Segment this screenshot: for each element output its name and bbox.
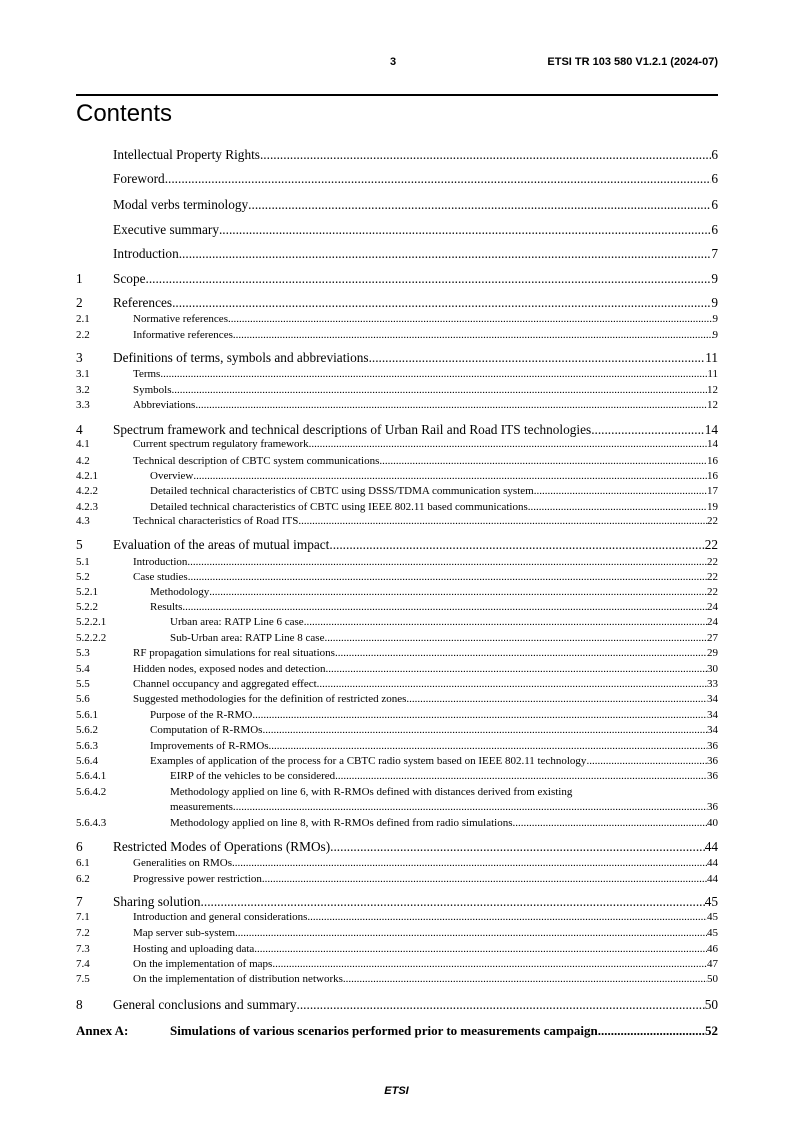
toc-entry-page: 33 — [707, 678, 718, 690]
toc-entry-title: General conclusions and summary — [113, 997, 297, 1012]
toc-entry[interactable] — [76, 616, 718, 628]
page-title: Contents — [76, 100, 173, 127]
dot-leader — [146, 271, 712, 287]
toc-entry-number: 3 — [76, 350, 83, 365]
footer-etsi: ETSI — [384, 1085, 409, 1097]
toc-entry[interactable] — [76, 586, 718, 598]
toc-entry-number: 5.6.3 — [76, 740, 98, 752]
dot-leader — [235, 927, 707, 939]
toc-entry[interactable] — [76, 958, 718, 970]
toc-entry-title: Hosting and uploading data — [133, 943, 255, 955]
toc-entry-page: 27 — [707, 632, 718, 644]
toc-entry-page: 22 — [707, 515, 718, 527]
toc-entry-title: Methodology applied on line 8, with R-RMOs defined from radio simulations. — [170, 817, 516, 829]
toc-entry-title: Hidden nodes, exposed nodes and detection — [133, 663, 326, 675]
toc-entry-title: Technical description of CBTC system communications — [133, 455, 380, 467]
dot-leader — [335, 770, 707, 782]
dot-leader — [346, 973, 707, 985]
toc-entry[interactable] — [76, 1023, 718, 1039]
toc-entry-page: 11 — [707, 368, 718, 380]
toc-entry-number: 7.1 — [76, 911, 90, 923]
toc-entry-title: Detailed technical characteristics of CBTC using IEEE 802.11 based communications — [150, 501, 528, 513]
toc-entry-page: 16 — [707, 455, 718, 467]
toc-entry[interactable] — [76, 997, 718, 1013]
dot-leader — [193, 470, 707, 482]
toc-entry-title: Methodology — [150, 586, 210, 598]
dot-leader — [219, 222, 711, 238]
toc-entry-title: Executive summary — [113, 222, 219, 237]
toc-entry-page: 44 — [707, 857, 718, 869]
toc-entry-title: Map server sub-system — [133, 927, 236, 939]
toc-entry[interactable] — [76, 350, 718, 366]
toc-entry-number: 5.2.1 — [76, 586, 98, 598]
dot-leader — [297, 997, 705, 1013]
toc-entry[interactable] — [76, 857, 718, 869]
toc-entry[interactable] — [76, 501, 718, 513]
dot-leader — [515, 817, 707, 829]
toc-entry[interactable] — [76, 663, 718, 675]
toc-entry-number: 7 — [76, 894, 83, 909]
toc-entry-number: 2.1 — [76, 313, 90, 325]
toc-entry[interactable] — [76, 399, 718, 411]
toc-entry-number: Annex A: — [76, 1023, 129, 1038]
toc-entry[interactable] — [76, 455, 718, 467]
toc-entry-page: 6 — [711, 171, 718, 186]
toc-entry-title: Suggested methodologies for the definition of restricted zones — [133, 693, 407, 705]
toc-entry-page: 22 — [707, 586, 718, 598]
toc-entry-title: Symbols — [133, 384, 172, 396]
toc-entry-page: 47 — [707, 958, 718, 970]
dot-leader — [272, 958, 707, 970]
toc-entry-title: Intellectual Property Rights — [113, 147, 260, 162]
toc-entry-number: 2.2 — [76, 329, 90, 341]
dot-leader — [307, 911, 707, 923]
dot-leader — [165, 171, 712, 187]
toc-entry[interactable] — [76, 927, 718, 939]
toc-entry-number: 4.1 — [76, 438, 90, 450]
dot-leader — [369, 350, 706, 366]
toc-entry-page: 34 — [707, 709, 718, 721]
toc-entry-page: 7 — [711, 246, 718, 261]
toc-entry-title: Introduction — [113, 246, 179, 261]
toc-entry-title: Improvements of R-RMOs — [150, 740, 269, 752]
dot-leader — [324, 632, 707, 644]
toc-entry-title: On the implementation of distribution networks. — [133, 973, 346, 985]
dot-leader — [262, 873, 707, 885]
toc-entry-page: 45 — [707, 911, 718, 923]
toc-entry-page: 44 — [707, 873, 718, 885]
toc-entry-title: Sub-Urban area: RATP Line 8 case — [170, 632, 325, 644]
toc-entry-number: 7.5 — [76, 973, 90, 985]
toc-entry-number: 5.6.4.1 — [76, 770, 107, 782]
toc-entry-title: Spectrum framework and technical descriptions of Urban Rail and Road ITS technologies — [113, 422, 592, 437]
toc-entry-page: 6 — [711, 222, 718, 237]
toc-entry-page: 16 — [707, 470, 718, 482]
toc-entry-number: 6.2 — [76, 873, 90, 885]
toc-entry-title: Abbreviations — [133, 399, 196, 411]
toc-entry-page: 30 — [707, 663, 718, 675]
toc-entry[interactable] — [76, 693, 718, 705]
toc-entry-page: 14 — [704, 422, 718, 437]
toc-entry[interactable] — [76, 839, 718, 855]
toc-entry-page: 36 — [707, 740, 718, 752]
toc-entry-number: 5.6.4.3 — [76, 817, 107, 829]
toc-entry[interactable] — [76, 422, 718, 438]
toc-entry-title: Normative references — [133, 313, 228, 325]
dot-leader — [187, 556, 707, 568]
toc-entry-number: 4.3 — [76, 515, 90, 527]
header-rule — [76, 94, 718, 96]
toc-entry-title: Progressive power restriction — [133, 873, 262, 885]
toc-entry-page: 14 — [707, 438, 718, 450]
toc-entry-number: 6.1 — [76, 857, 90, 869]
dot-leader — [406, 693, 707, 705]
toc-entry[interactable] — [76, 171, 718, 187]
toc-entry[interactable] — [76, 515, 718, 527]
toc-entry-page: 6 — [711, 147, 718, 162]
dot-leader — [179, 246, 712, 262]
toc-entry-page: 36 — [707, 755, 718, 767]
toc-entry-page: 24 — [707, 616, 718, 628]
dot-leader — [172, 384, 707, 396]
dot-leader — [601, 1023, 705, 1039]
toc-entry-title: Definitions of terms, symbols and abbreviations — [113, 350, 369, 365]
toc-entry-page: 9 — [712, 313, 718, 325]
toc-entry-page: 45 — [704, 894, 718, 909]
toc-entry[interactable] — [76, 470, 718, 482]
toc-entry-title: Informative references — [133, 329, 233, 341]
toc-entry-title: On the implementation of maps — [133, 958, 273, 970]
toc-entry-number: 5 — [76, 537, 83, 552]
dot-leader — [325, 663, 707, 675]
toc-entry-number: 4.2.3 — [76, 501, 98, 513]
dot-leader — [201, 894, 705, 910]
toc-entry-number: 7.4 — [76, 958, 90, 970]
toc-entry[interactable] — [76, 222, 718, 238]
toc-entry-number: 4 — [76, 422, 83, 437]
dot-leader — [591, 422, 705, 438]
toc-entry-page: 50 — [704, 997, 718, 1012]
toc-entry-page: 22 — [704, 537, 718, 552]
toc-entry[interactable] — [76, 485, 718, 497]
toc-entry-number: 5.2 — [76, 571, 90, 583]
toc-entry-page: 12 — [707, 384, 718, 396]
toc-entry-page: 22 — [707, 571, 718, 583]
toc-entry-page: 46 — [707, 943, 718, 955]
toc-entry[interactable] — [76, 313, 718, 325]
toc-entry-page: 36 — [707, 801, 718, 813]
toc-entry-number: 1 — [76, 271, 83, 286]
toc-entry-title: Sharing solution — [113, 894, 201, 909]
dot-leader — [188, 571, 707, 583]
toc-entry-title: Current spectrum regulatory framework — [133, 438, 309, 450]
toc-entry[interactable] — [76, 770, 718, 782]
toc-entry-title: References — [113, 295, 173, 310]
toc-entry-number: 5.6.1 — [76, 709, 98, 721]
toc-entry[interactable] — [76, 943, 718, 955]
dot-leader — [536, 485, 707, 497]
dot-leader — [528, 501, 707, 513]
toc-entry[interactable] — [76, 894, 718, 910]
toc-entry-page: 24 — [707, 601, 718, 613]
toc-entry-title: Overview — [150, 470, 194, 482]
toc-entry-title: Terms — [133, 368, 161, 380]
toc-entry-number: 5.5 — [76, 678, 90, 690]
toc-entry[interactable] — [76, 801, 718, 813]
toc-entry[interactable] — [76, 147, 718, 163]
toc-entry[interactable] — [76, 632, 718, 644]
toc-entry[interactable] — [76, 197, 718, 213]
toc-entry-title: Simulations of various scenarios performed prior to measurements campaign. — [170, 1023, 602, 1038]
toc-entry[interactable] — [76, 973, 718, 985]
toc-entry-page: 6 — [711, 197, 718, 212]
dot-leader — [379, 455, 707, 467]
dot-leader — [254, 943, 707, 955]
toc-entry-number: 5.2.2 — [76, 601, 98, 613]
toc-entry-number: 6 — [76, 839, 83, 854]
toc-entry-title: Purpose of the R-RMO — [150, 709, 253, 721]
toc-entry-title: Methodology applied on line 6, with R-RMOs defined with distances derived from existing — [170, 786, 573, 798]
toc-entry[interactable] — [76, 556, 718, 568]
toc-entry-number: 5.4 — [76, 663, 90, 675]
toc-entry-page: 29 — [707, 647, 718, 659]
toc-entry-title: Detailed technical characteristics of CBTC using DSSS/TDMA communication system. — [150, 485, 537, 497]
toc-entry-title: Technical characteristics of Road ITS — [133, 515, 299, 527]
toc-entry-page: 40 — [707, 817, 718, 829]
toc-entry[interactable] — [76, 537, 718, 553]
toc-entry-number: 5.2.2.1 — [76, 616, 107, 628]
toc-entry-number: 5.3 — [76, 647, 90, 659]
toc-entry-number: 7.3 — [76, 943, 90, 955]
toc-entry-title: Case studies — [133, 571, 188, 583]
toc-entry[interactable] — [76, 755, 718, 767]
toc-entry-page: 9 — [712, 329, 718, 341]
dot-leader — [233, 329, 713, 341]
dot-leader — [330, 839, 705, 855]
toc-entry-number: 4.2.2 — [76, 485, 98, 497]
toc-entry-number: 5.6.4.2 — [76, 786, 107, 798]
toc-entry-page: 44 — [704, 839, 718, 854]
toc-entry-number: 7.2 — [76, 927, 90, 939]
toc-entry-title: Channel occupancy and aggregated effect — [133, 678, 317, 690]
toc-entry[interactable] — [76, 817, 718, 829]
toc-entry-number: 3.1 — [76, 368, 90, 380]
toc-entry[interactable] — [76, 911, 718, 923]
toc-entry-title: Results — [150, 601, 183, 613]
toc-entry-number: 5.6 — [76, 693, 90, 705]
dot-leader — [252, 709, 707, 721]
toc-entry[interactable] — [76, 740, 718, 752]
dot-leader — [262, 724, 707, 736]
toc-entry-title: Scope — [113, 271, 146, 286]
dot-leader — [195, 399, 707, 411]
toc-entry[interactable] — [76, 647, 718, 659]
dot-leader — [298, 515, 707, 527]
page-number: 3 — [390, 56, 397, 68]
toc-entry-title: RF propagation simulations for real situations — [133, 647, 335, 659]
toc-entry[interactable] — [76, 368, 718, 380]
dot-leader — [182, 601, 707, 613]
toc-entry[interactable] — [76, 295, 718, 311]
toc-entry[interactable] — [76, 246, 718, 262]
toc-entry-number: 2 — [76, 295, 83, 310]
toc-entry[interactable] — [76, 384, 718, 396]
toc-entry[interactable] — [76, 709, 718, 721]
dot-leader — [228, 313, 713, 325]
toc-entry[interactable] — [76, 329, 718, 341]
toc-entry[interactable] — [76, 571, 718, 583]
dot-leader — [209, 586, 707, 598]
toc-entry-title: Introduction and general considerations — [133, 911, 308, 923]
toc-entry-title: Modal verbs terminology — [113, 197, 249, 212]
toc-entry-title: Urban area: RATP Line 6 case — [170, 616, 304, 628]
toc-entry-title: measurements. — [170, 801, 236, 813]
toc-entry[interactable] — [76, 601, 718, 613]
toc-entry[interactable] — [76, 786, 718, 798]
toc-entry-page: 34 — [707, 724, 718, 736]
dot-leader — [160, 368, 707, 380]
toc-entry-number: 5.6.4 — [76, 755, 98, 767]
toc-entry[interactable] — [76, 271, 718, 287]
toc-entry-title: Introduction — [133, 556, 188, 568]
toc-entry-page: 19 — [707, 501, 718, 513]
dot-leader — [232, 857, 707, 869]
toc-entry[interactable] — [76, 438, 718, 450]
toc-entry-title: Computation of R-RMOs — [150, 724, 263, 736]
toc-entry-title: Foreword — [113, 171, 165, 186]
toc-entry-page: 17 — [707, 485, 718, 497]
toc-entry-title: Evaluation of the areas of mutual impact — [113, 537, 330, 552]
toc-entry-number: 5.6.2 — [76, 724, 98, 736]
toc-entry[interactable] — [76, 724, 718, 736]
toc-entry[interactable] — [76, 873, 718, 885]
toc-entry-page: 22 — [707, 556, 718, 568]
toc-entry-page: 52 — [705, 1023, 718, 1038]
dot-leader — [329, 537, 704, 553]
toc-entry-page: 11 — [705, 350, 718, 365]
dot-leader — [309, 438, 707, 450]
toc-entry-page: 34 — [707, 693, 718, 705]
document-id: ETSI TR 103 580 V1.2.1 (2024-07) — [547, 56, 718, 68]
dot-leader — [260, 147, 711, 163]
dot-leader — [317, 678, 707, 690]
dot-leader — [236, 801, 707, 813]
dot-leader — [335, 647, 707, 659]
toc-entry-page: 36 — [707, 770, 718, 782]
toc-entry-title: Restricted Modes of Operations (RMOs) — [113, 839, 331, 854]
toc-entry-title: Generalities on RMOs — [133, 857, 232, 869]
dot-leader — [586, 755, 707, 767]
dot-leader — [304, 616, 707, 628]
toc-entry-number: 4.2 — [76, 455, 90, 467]
toc-entry-title: Examples of application of the process for a CBTC radio system based on IEEE 802.11 technology — [150, 755, 587, 767]
toc-entry-page: 50 — [707, 973, 718, 985]
toc-entry-number: 8 — [76, 997, 83, 1012]
dot-leader — [172, 295, 711, 311]
toc-entry-number: 3.3 — [76, 399, 90, 411]
toc-entry-page: 9 — [711, 295, 718, 310]
toc-entry-page: 45 — [707, 927, 718, 939]
toc-entry-number: 4.2.1 — [76, 470, 98, 482]
dot-leader — [269, 740, 707, 752]
toc-entry-title: EIRP of the vehicles to be considered — [170, 770, 336, 782]
toc-entry-number: 3.2 — [76, 384, 90, 396]
dot-leader — [248, 197, 711, 213]
toc-entry-number: 5.1 — [76, 556, 90, 568]
toc-entry-page: 9 — [711, 271, 718, 286]
toc-entry[interactable] — [76, 678, 718, 690]
toc-entry-page: 12 — [707, 399, 718, 411]
toc-entry-number: 5.2.2.2 — [76, 632, 107, 644]
